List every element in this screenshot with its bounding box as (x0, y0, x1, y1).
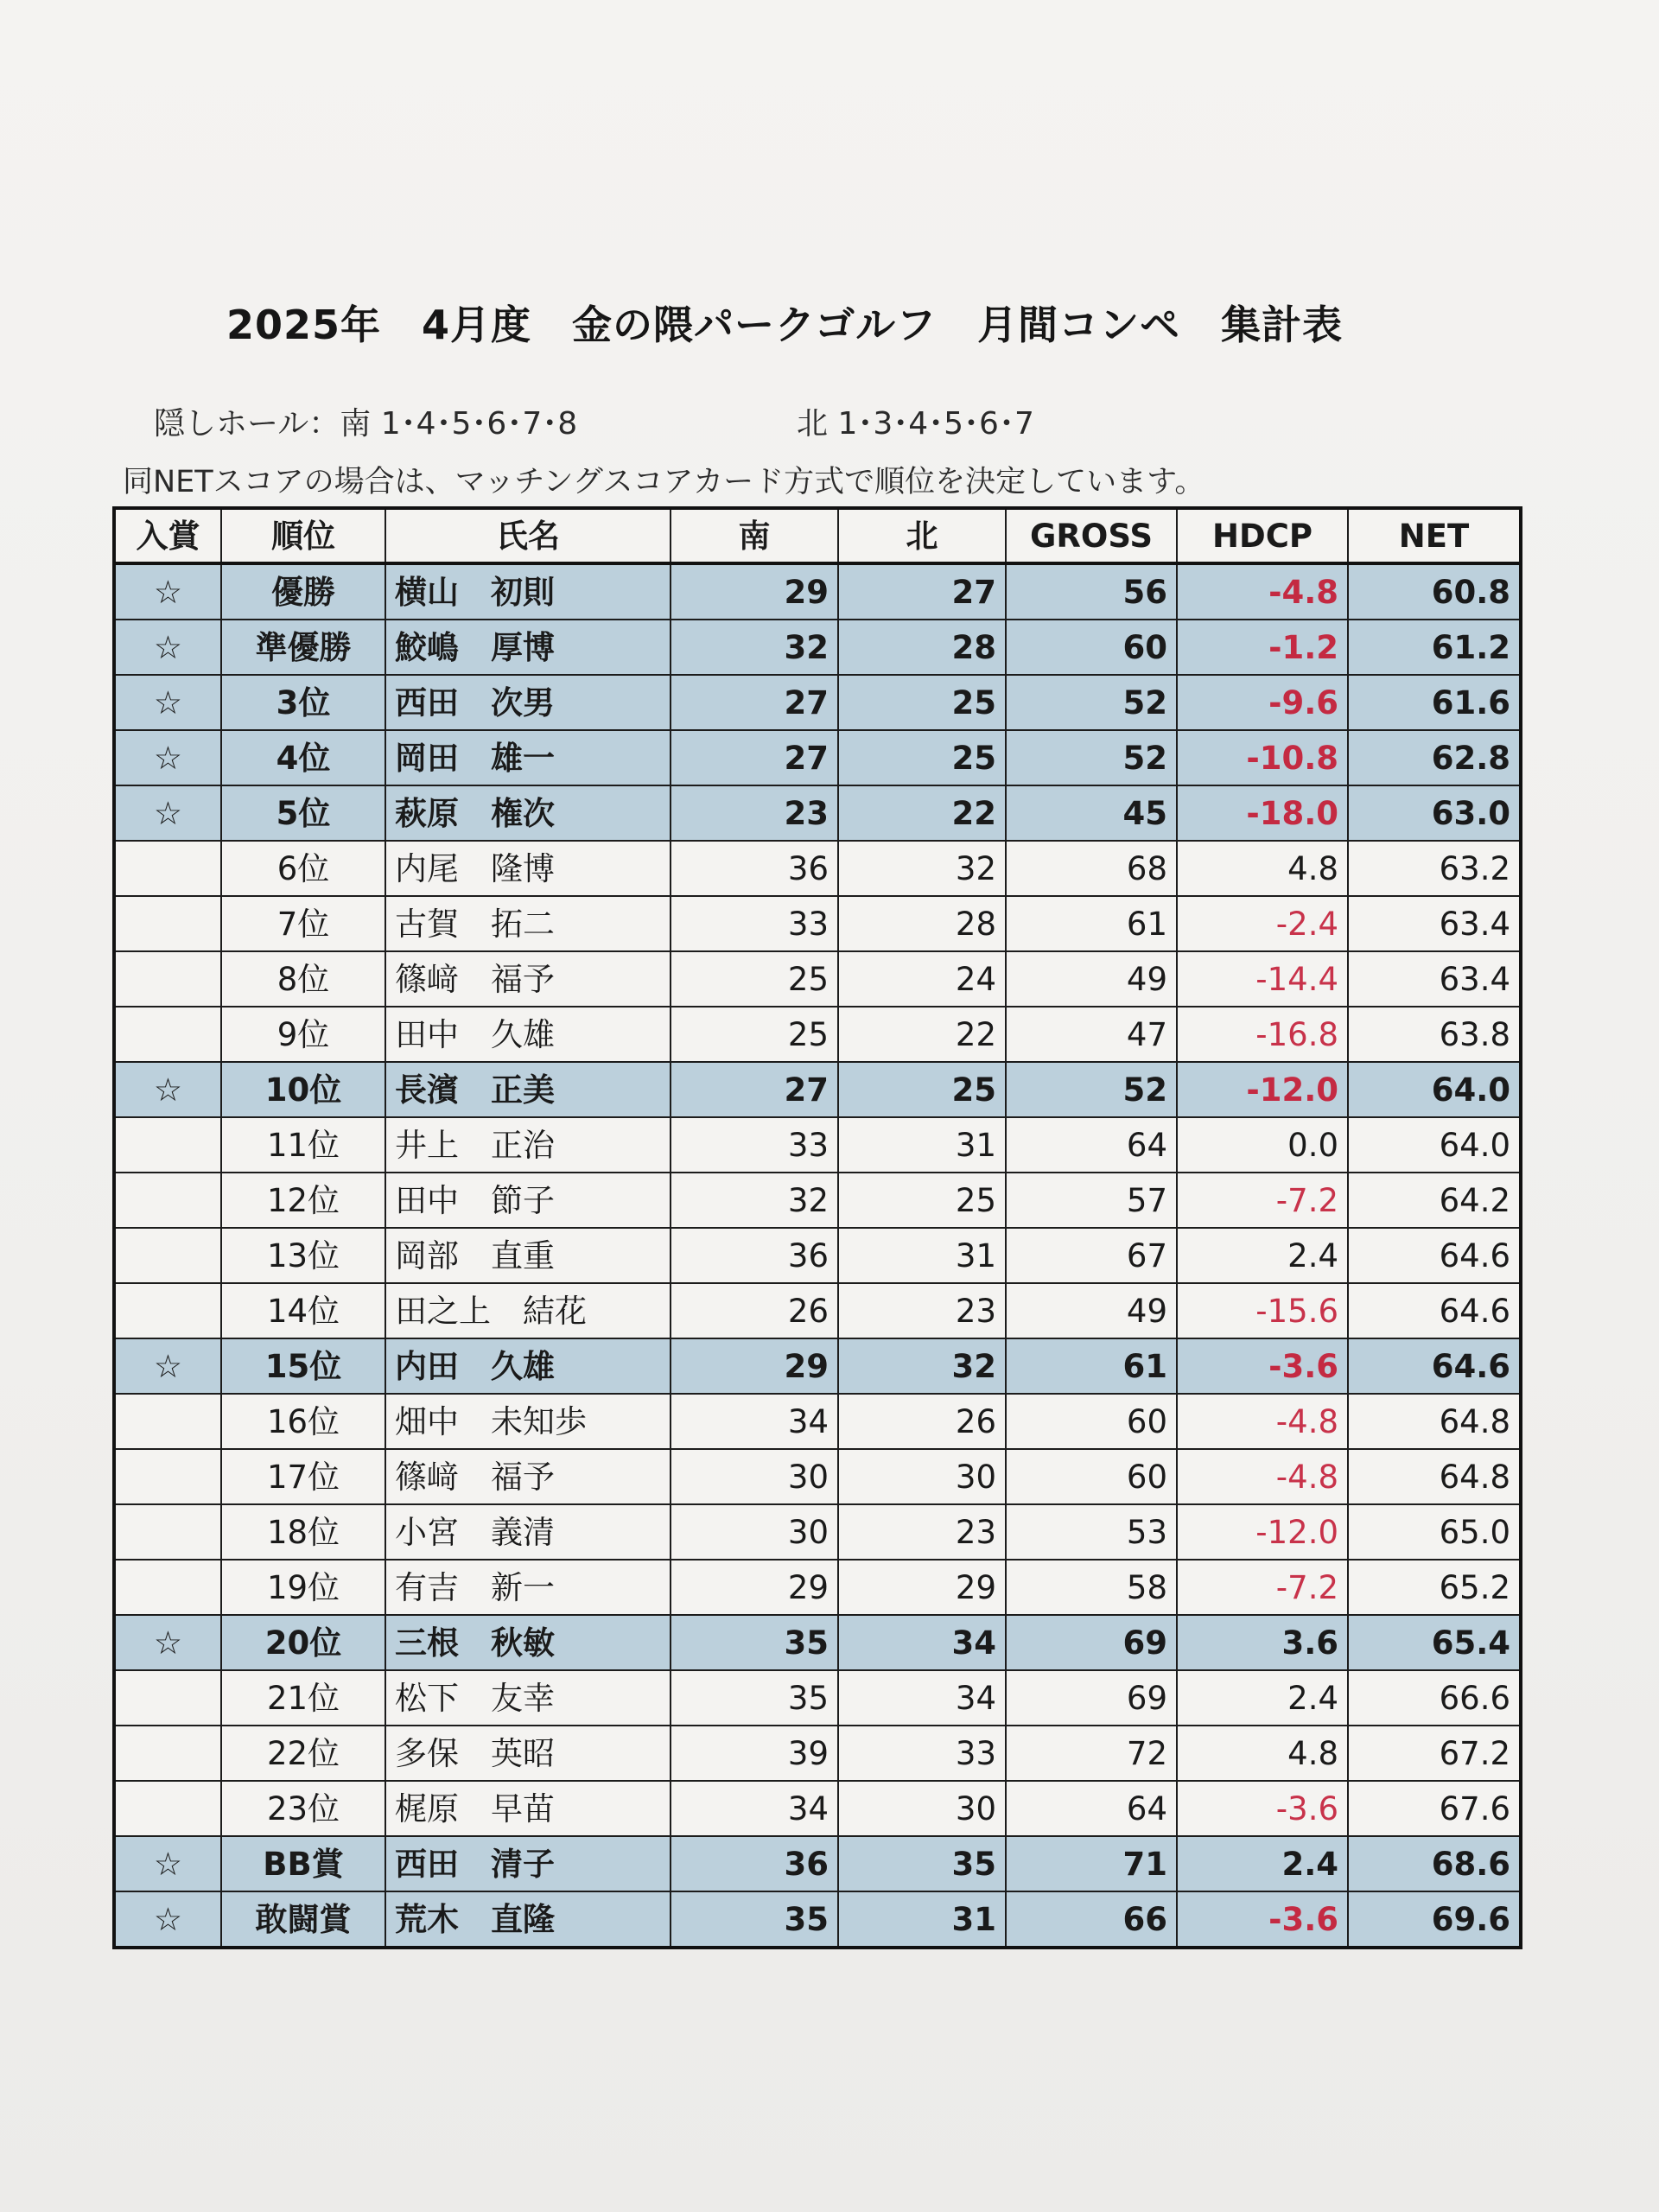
south-score-cell: 29 (671, 563, 838, 620)
net-score-cell: 63.8 (1348, 1007, 1521, 1062)
table-row (114, 1173, 1521, 1228)
table-row (114, 1338, 1521, 1394)
table-row (114, 951, 1521, 1007)
table-row (114, 675, 1521, 730)
north-score-cell: 22 (838, 785, 1006, 841)
award-star-cell (114, 951, 221, 1007)
player-name-cell: 篠﨑 福予 (385, 1449, 671, 1504)
hdcp-cell: 3.6 (1177, 1615, 1348, 1670)
hdcp-cell: 2.4 (1177, 1228, 1348, 1283)
table-row (114, 1726, 1521, 1781)
award-star-cell (114, 1228, 221, 1283)
table-row (114, 1117, 1521, 1173)
net-score-cell: 64.8 (1348, 1394, 1521, 1449)
north-score-cell: 32 (838, 841, 1006, 896)
player-name-cell: 古賀 拓二 (385, 896, 671, 951)
award-star-cell (114, 1560, 221, 1615)
south-score-cell: 36 (671, 1836, 838, 1891)
rank-cell: 10位 (221, 1062, 385, 1117)
gross-score-cell: 60 (1006, 1449, 1177, 1504)
table-row (114, 841, 1521, 896)
hdcp-cell: -7.2 (1177, 1560, 1348, 1615)
gross-score-cell: 58 (1006, 1560, 1177, 1615)
hdcp-cell: 2.4 (1177, 1836, 1348, 1891)
player-name-cell: 有吉 新一 (385, 1560, 671, 1615)
net-score-cell: 67.6 (1348, 1781, 1521, 1836)
south-score-cell: 30 (671, 1504, 838, 1560)
gross-score-cell: 49 (1006, 951, 1177, 1007)
south-score-cell: 30 (671, 1449, 838, 1504)
south-score-cell: 34 (671, 1394, 838, 1449)
hidden-holes-south: 隠しホール：南 1･4･5･6･7･8 (154, 406, 578, 442)
hdcp-cell: -4.8 (1177, 1449, 1348, 1504)
table-row (114, 1007, 1521, 1062)
header-row (114, 508, 1521, 563)
table-row (114, 1781, 1521, 1836)
table-row (114, 1670, 1521, 1726)
player-name-cell: 内田 久雄 (385, 1338, 671, 1394)
gross-score-cell: 64 (1006, 1781, 1177, 1836)
rank-cell: 9位 (221, 1007, 385, 1062)
south-score-cell: 32 (671, 620, 838, 675)
south-score-cell: 35 (671, 1670, 838, 1726)
north-score-cell: 25 (838, 675, 1006, 730)
hdcp-cell: -2.4 (1177, 896, 1348, 951)
gross-score-cell: 68 (1006, 841, 1177, 896)
north-score-cell: 28 (838, 896, 1006, 951)
award-star-cell: ☆ (114, 1891, 221, 1948)
north-score-cell: 23 (838, 1504, 1006, 1560)
net-score-cell: 63.4 (1348, 951, 1521, 1007)
net-score-cell: 64.6 (1348, 1228, 1521, 1283)
north-score-cell: 31 (838, 1228, 1006, 1283)
gross-score-cell: 53 (1006, 1504, 1177, 1560)
gross-score-cell: 60 (1006, 620, 1177, 675)
net-score-cell: 64.6 (1348, 1338, 1521, 1394)
hdcp-cell: -3.6 (1177, 1338, 1348, 1394)
award-star-cell (114, 1670, 221, 1726)
table-row (114, 1228, 1521, 1283)
north-score-cell: 27 (838, 563, 1006, 620)
gross-score-cell: 72 (1006, 1726, 1177, 1781)
south-score-cell: 27 (671, 675, 838, 730)
rank-cell: 準優勝 (221, 620, 385, 675)
player-name-cell: 井上 正治 (385, 1117, 671, 1173)
player-name-cell: 西田 清子 (385, 1836, 671, 1891)
rank-cell: 19位 (221, 1560, 385, 1615)
award-star-cell (114, 1504, 221, 1560)
net-score-cell: 63.0 (1348, 785, 1521, 841)
rank-cell: 16位 (221, 1394, 385, 1449)
table-row (114, 730, 1521, 785)
table-row (114, 1560, 1521, 1615)
south-score-cell: 23 (671, 785, 838, 841)
north-score-cell: 30 (838, 1449, 1006, 1504)
hdcp-cell: 4.8 (1177, 841, 1348, 896)
gross-score-cell: 64 (1006, 1117, 1177, 1173)
rank-cell: 3位 (221, 675, 385, 730)
net-score-cell: 64.0 (1348, 1117, 1521, 1173)
north-score-cell: 34 (838, 1670, 1006, 1726)
table-row (114, 1062, 1521, 1117)
award-star-cell: ☆ (114, 730, 221, 785)
column-header-north: 北 (838, 508, 1006, 563)
net-score-cell: 61.6 (1348, 675, 1521, 730)
table-row (114, 620, 1521, 675)
player-name-cell: 荒木 直隆 (385, 1891, 671, 1948)
player-name-cell: 篠﨑 福予 (385, 951, 671, 1007)
rank-cell: 8位 (221, 951, 385, 1007)
rank-cell: 21位 (221, 1670, 385, 1726)
north-score-cell: 29 (838, 1560, 1006, 1615)
rank-cell: 7位 (221, 896, 385, 951)
north-score-cell: 28 (838, 620, 1006, 675)
results-table (112, 506, 1522, 1949)
north-score-cell: 25 (838, 730, 1006, 785)
rank-cell: 14位 (221, 1283, 385, 1338)
north-score-cell: 34 (838, 1615, 1006, 1670)
award-star-cell: ☆ (114, 1062, 221, 1117)
award-star-cell: ☆ (114, 675, 221, 730)
north-score-cell: 25 (838, 1062, 1006, 1117)
award-star-cell (114, 1007, 221, 1062)
net-score-cell: 63.2 (1348, 841, 1521, 896)
south-score-cell: 39 (671, 1726, 838, 1781)
tie-break-note: 同NETスコアの場合は、マッチングスコアカード方式で順位を決定しています。 (123, 465, 1205, 499)
table-row (114, 563, 1521, 620)
player-name-cell: 畑中 未知歩 (385, 1394, 671, 1449)
south-score-cell: 33 (671, 896, 838, 951)
net-score-cell: 67.2 (1348, 1726, 1521, 1781)
rank-cell: 20位 (221, 1615, 385, 1670)
rank-cell: BB賞 (221, 1836, 385, 1891)
north-score-cell: 23 (838, 1283, 1006, 1338)
net-score-cell: 60.8 (1348, 563, 1521, 620)
gross-score-cell: 52 (1006, 730, 1177, 785)
rank-cell: 17位 (221, 1449, 385, 1504)
award-star-cell: ☆ (114, 1615, 221, 1670)
table-row (114, 785, 1521, 841)
hdcp-cell: 2.4 (1177, 1670, 1348, 1726)
hdcp-cell: -18.0 (1177, 785, 1348, 841)
net-score-cell: 64.6 (1348, 1283, 1521, 1338)
gross-score-cell: 56 (1006, 563, 1177, 620)
net-score-cell: 62.8 (1348, 730, 1521, 785)
gross-score-cell: 52 (1006, 1062, 1177, 1117)
rank-cell: 4位 (221, 730, 385, 785)
award-star-cell: ☆ (114, 620, 221, 675)
table-row (114, 1891, 1521, 1948)
north-score-cell: 24 (838, 951, 1006, 1007)
gross-score-cell: 49 (1006, 1283, 1177, 1338)
gross-score-cell: 52 (1006, 675, 1177, 730)
gross-score-cell: 57 (1006, 1173, 1177, 1228)
south-score-cell: 27 (671, 730, 838, 785)
player-name-cell: 岡部 直重 (385, 1228, 671, 1283)
hdcp-cell: -10.8 (1177, 730, 1348, 785)
award-star-cell (114, 896, 221, 951)
player-name-cell: 鮫嶋 厚博 (385, 620, 671, 675)
rank-cell: 11位 (221, 1117, 385, 1173)
hdcp-cell: -3.6 (1177, 1781, 1348, 1836)
gross-score-cell: 61 (1006, 896, 1177, 951)
column-header-south: 南 (671, 508, 838, 563)
hidden-holes-north: 北 1･3･4･5･6･7 (797, 406, 1034, 442)
page-title: 2025年 4月度 金の隈パークゴルフ 月間コンペ 集計表 (226, 302, 1344, 348)
rank-cell: 15位 (221, 1338, 385, 1394)
gross-score-cell: 60 (1006, 1394, 1177, 1449)
gross-score-cell: 69 (1006, 1615, 1177, 1670)
hdcp-cell: -9.6 (1177, 675, 1348, 730)
south-score-cell: 25 (671, 951, 838, 1007)
table-row (114, 1283, 1521, 1338)
rank-cell: 敢闘賞 (221, 1891, 385, 1948)
north-score-cell: 31 (838, 1117, 1006, 1173)
north-score-cell: 26 (838, 1394, 1006, 1449)
rank-cell: 13位 (221, 1228, 385, 1283)
hdcp-cell: -14.4 (1177, 951, 1348, 1007)
net-score-cell: 68.6 (1348, 1836, 1521, 1891)
hdcp-cell: -12.0 (1177, 1504, 1348, 1560)
south-score-cell: 26 (671, 1283, 838, 1338)
south-score-cell: 29 (671, 1560, 838, 1615)
column-header-hdcp: HDCP (1177, 508, 1348, 563)
player-name-cell: 多保 英昭 (385, 1726, 671, 1781)
table-row (114, 1394, 1521, 1449)
player-name-cell: 松下 友幸 (385, 1670, 671, 1726)
player-name-cell: 萩原 権次 (385, 785, 671, 841)
south-score-cell: 35 (671, 1615, 838, 1670)
award-star-cell: ☆ (114, 785, 221, 841)
gross-score-cell: 45 (1006, 785, 1177, 841)
rank-cell: 12位 (221, 1173, 385, 1228)
net-score-cell: 64.2 (1348, 1173, 1521, 1228)
award-star-cell (114, 1283, 221, 1338)
column-header-rank: 順位 (221, 508, 385, 563)
gross-score-cell: 61 (1006, 1338, 1177, 1394)
award-star-cell (114, 1449, 221, 1504)
player-name-cell: 小宮 義清 (385, 1504, 671, 1560)
north-score-cell: 33 (838, 1726, 1006, 1781)
north-score-cell: 31 (838, 1891, 1006, 1948)
rank-cell: 優勝 (221, 563, 385, 620)
hdcp-cell: 0.0 (1177, 1117, 1348, 1173)
player-name-cell: 横山 初則 (385, 563, 671, 620)
player-name-cell: 田之上 結花 (385, 1283, 671, 1338)
north-score-cell: 25 (838, 1173, 1006, 1228)
award-star-cell (114, 1781, 221, 1836)
column-header-net: NET (1348, 508, 1521, 563)
award-star-cell (114, 1173, 221, 1228)
gross-score-cell: 69 (1006, 1670, 1177, 1726)
hdcp-cell: -12.0 (1177, 1062, 1348, 1117)
award-star-cell: ☆ (114, 1338, 221, 1394)
award-star-cell (114, 1726, 221, 1781)
north-score-cell: 22 (838, 1007, 1006, 1062)
net-score-cell: 64.8 (1348, 1449, 1521, 1504)
rank-cell: 5位 (221, 785, 385, 841)
net-score-cell: 65.0 (1348, 1504, 1521, 1560)
table-row (114, 1449, 1521, 1504)
hdcp-cell: -1.2 (1177, 620, 1348, 675)
gross-score-cell: 71 (1006, 1836, 1177, 1891)
net-score-cell: 61.2 (1348, 620, 1521, 675)
net-score-cell: 63.4 (1348, 896, 1521, 951)
rank-cell: 22位 (221, 1726, 385, 1781)
table-row (114, 1836, 1521, 1891)
player-name-cell: 岡田 雄一 (385, 730, 671, 785)
column-header-name: 氏名 (385, 508, 671, 563)
south-score-cell: 32 (671, 1173, 838, 1228)
south-score-cell: 35 (671, 1891, 838, 1948)
award-star-cell (114, 1394, 221, 1449)
column-header-gross: GROSS (1006, 508, 1177, 563)
south-score-cell: 27 (671, 1062, 838, 1117)
gross-score-cell: 47 (1006, 1007, 1177, 1062)
results-body (114, 563, 1521, 1948)
south-score-cell: 36 (671, 1228, 838, 1283)
player-name-cell: 梶原 早苗 (385, 1781, 671, 1836)
net-score-cell: 69.6 (1348, 1891, 1521, 1948)
net-score-cell: 65.2 (1348, 1560, 1521, 1615)
player-name-cell: 田中 節子 (385, 1173, 671, 1228)
hdcp-cell: -15.6 (1177, 1283, 1348, 1338)
award-star-cell: ☆ (114, 563, 221, 620)
rank-cell: 23位 (221, 1781, 385, 1836)
table-row (114, 1615, 1521, 1670)
north-score-cell: 30 (838, 1781, 1006, 1836)
south-score-cell: 36 (671, 841, 838, 896)
table-row (114, 896, 1521, 951)
player-name-cell: 田中 久雄 (385, 1007, 671, 1062)
hdcp-cell: -16.8 (1177, 1007, 1348, 1062)
hdcp-cell: -4.8 (1177, 1394, 1348, 1449)
award-star-cell (114, 1117, 221, 1173)
south-score-cell: 25 (671, 1007, 838, 1062)
award-star-cell (114, 841, 221, 896)
south-score-cell: 34 (671, 1781, 838, 1836)
north-score-cell: 35 (838, 1836, 1006, 1891)
net-score-cell: 65.4 (1348, 1615, 1521, 1670)
rank-cell: 6位 (221, 841, 385, 896)
hdcp-cell: -4.8 (1177, 563, 1348, 620)
player-name-cell: 長濱 正美 (385, 1062, 671, 1117)
player-name-cell: 三根 秋敏 (385, 1615, 671, 1670)
award-star-cell: ☆ (114, 1836, 221, 1891)
hdcp-cell: -7.2 (1177, 1173, 1348, 1228)
player-name-cell: 内尾 隆博 (385, 841, 671, 896)
south-score-cell: 29 (671, 1338, 838, 1394)
column-header-award: 入賞 (114, 508, 221, 563)
net-score-cell: 66.6 (1348, 1670, 1521, 1726)
north-score-cell: 32 (838, 1338, 1006, 1394)
player-name-cell: 西田 次男 (385, 675, 671, 730)
hdcp-cell: 4.8 (1177, 1726, 1348, 1781)
rank-cell: 18位 (221, 1504, 385, 1560)
net-score-cell: 64.0 (1348, 1062, 1521, 1117)
gross-score-cell: 66 (1006, 1891, 1177, 1948)
table-row (114, 1504, 1521, 1560)
hdcp-cell: -3.6 (1177, 1891, 1348, 1948)
south-score-cell: 33 (671, 1117, 838, 1173)
gross-score-cell: 67 (1006, 1228, 1177, 1283)
